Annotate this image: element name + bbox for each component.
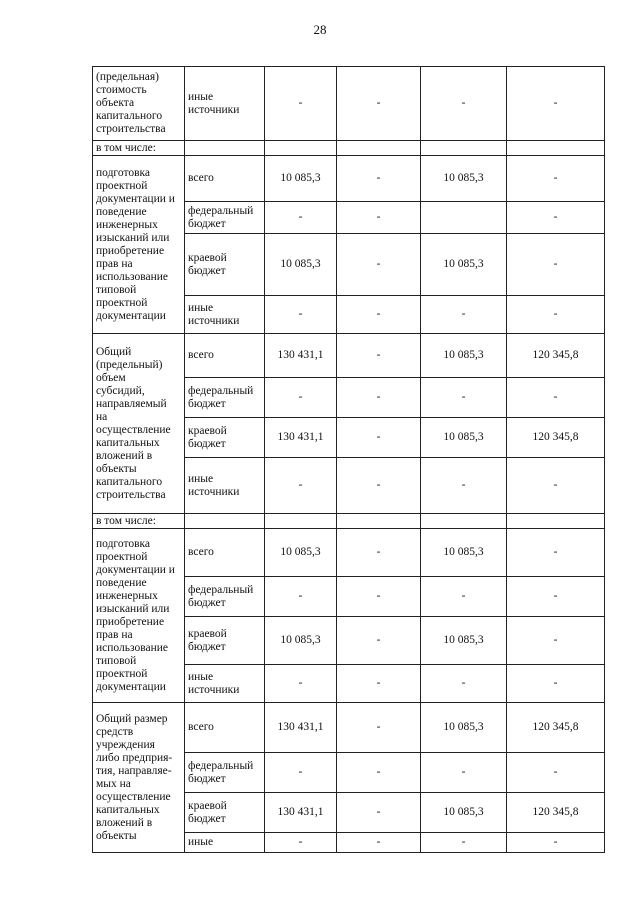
value-year-1: - xyxy=(337,378,421,418)
value-year-2: - xyxy=(421,458,507,514)
value-total: - xyxy=(265,833,337,853)
funding-source: всего xyxy=(185,156,265,202)
separator-cell xyxy=(337,141,421,156)
value-year-3: - xyxy=(507,296,605,334)
separator-cell xyxy=(265,141,337,156)
row-description: Общий размер средств учреждения либо предприя- тия, направляе- мых на осуществление капитальных вложений в объекты xyxy=(93,703,185,853)
row-description: Общий (предельный) объем субсидий, направляемый на осуществление капитальных вложений в объекты капитального строительства xyxy=(93,334,185,514)
separator-cell xyxy=(185,141,265,156)
value-year-3: - xyxy=(507,458,605,514)
value-year-1: - xyxy=(337,67,421,141)
value-year-3: - xyxy=(507,617,605,665)
value-total: 10 085,3 xyxy=(265,156,337,202)
value-total: - xyxy=(265,67,337,141)
value-year-1: - xyxy=(337,296,421,334)
value-year-1: - xyxy=(337,753,421,793)
section-separator-label: в том числе: xyxy=(93,141,185,156)
value-year-1: - xyxy=(337,703,421,753)
value-year-3: 120 345,8 xyxy=(507,703,605,753)
value-year-2: 10 085,3 xyxy=(421,334,507,378)
value-year-3: - xyxy=(507,156,605,202)
separator-cell xyxy=(507,141,605,156)
value-year-3: 120 345,8 xyxy=(507,418,605,458)
separator-cell xyxy=(421,141,507,156)
value-total: - xyxy=(265,458,337,514)
funding-source: федеральный бюджет xyxy=(185,577,265,617)
table-row xyxy=(93,703,605,753)
funding-source: краевой бюджет xyxy=(185,617,265,665)
budget-table xyxy=(92,66,605,853)
separator-cell xyxy=(265,514,337,529)
value-year-1: - xyxy=(337,202,421,234)
value-total: - xyxy=(265,577,337,617)
value-year-2: - xyxy=(421,577,507,617)
value-year-3: - xyxy=(507,833,605,853)
value-year-3: - xyxy=(507,665,605,703)
funding-source: всего xyxy=(185,529,265,577)
funding-source: краевой бюджет xyxy=(185,234,265,296)
value-year-1: - xyxy=(337,833,421,853)
value-year-1: - xyxy=(337,334,421,378)
funding-source: иные источники xyxy=(185,665,265,703)
value-year-1: - xyxy=(337,577,421,617)
value-year-2: - xyxy=(421,296,507,334)
value-year-3: - xyxy=(507,378,605,418)
row-description: подготовка проектной документации и поведение инженерных изысканий или приобретение прав на использование типовой проектной документации xyxy=(93,156,185,334)
value-total: 10 085,3 xyxy=(265,529,337,577)
value-year-3: - xyxy=(507,529,605,577)
value-year-1: - xyxy=(337,793,421,833)
value-year-2: 10 085,3 xyxy=(421,529,507,577)
value-year-3: - xyxy=(507,202,605,234)
value-year-3: 120 345,8 xyxy=(507,793,605,833)
table-row xyxy=(93,156,605,202)
table-row xyxy=(93,529,605,577)
separator-cell xyxy=(337,514,421,529)
funding-source: федеральный бюджет xyxy=(185,202,265,234)
funding-source: краевой бюджет xyxy=(185,793,265,833)
value-year-1: - xyxy=(337,418,421,458)
page-number: 28 xyxy=(313,22,327,37)
row-description: подготовка проектной документации и поведение инженерных изысканий или приобретение прав на использование типовой проектной документации xyxy=(93,529,185,703)
value-year-3: - xyxy=(507,577,605,617)
funding-source: краевой бюджет xyxy=(185,418,265,458)
value-year-2: - xyxy=(421,665,507,703)
value-year-1: - xyxy=(337,529,421,577)
value-year-1: - xyxy=(337,156,421,202)
value-total: - xyxy=(265,202,337,234)
value-year-3: 120 345,8 xyxy=(507,334,605,378)
funding-source: иные источники xyxy=(185,67,265,141)
funding-source: федеральный бюджет xyxy=(185,378,265,418)
separator-cell xyxy=(507,514,605,529)
funding-source: иные xyxy=(185,833,265,853)
value-year-2: - xyxy=(421,833,507,853)
table-row-separator xyxy=(93,514,605,529)
value-year-2: 10 085,3 xyxy=(421,793,507,833)
value-year-2: 10 085,3 xyxy=(421,156,507,202)
row-description: (предельная) стоимость объекта капитального строительства xyxy=(93,67,185,141)
value-year-2: 10 085,3 xyxy=(421,418,507,458)
separator-cell xyxy=(185,514,265,529)
value-year-2: 10 085,3 xyxy=(421,703,507,753)
value-total: - xyxy=(265,753,337,793)
funding-source: иные источники xyxy=(185,458,265,514)
separator-cell xyxy=(421,514,507,529)
value-total: - xyxy=(265,378,337,418)
value-year-3: - xyxy=(507,234,605,296)
table-row xyxy=(93,67,605,141)
value-year-2: 10 085,3 xyxy=(421,234,507,296)
value-total: 10 085,3 xyxy=(265,617,337,665)
value-total: 130 431,1 xyxy=(265,418,337,458)
value-total: - xyxy=(265,296,337,334)
value-year-1: - xyxy=(337,617,421,665)
value-total: 130 431,1 xyxy=(265,793,337,833)
table-row xyxy=(93,334,605,378)
value-year-1: - xyxy=(337,458,421,514)
value-year-2: 10 085,3 xyxy=(421,617,507,665)
funding-source: иные источники xyxy=(185,296,265,334)
value-year-3: - xyxy=(507,753,605,793)
funding-source: всего xyxy=(185,703,265,753)
value-total: 130 431,1 xyxy=(265,334,337,378)
value-total: 130 431,1 xyxy=(265,703,337,753)
value-year-1: - xyxy=(337,234,421,296)
value-total: - xyxy=(265,665,337,703)
value-year-2: - xyxy=(421,67,507,141)
section-separator-label: в том числе: xyxy=(93,514,185,529)
table-row-separator xyxy=(93,141,605,156)
value-year-2 xyxy=(421,202,507,234)
funding-source: всего xyxy=(185,334,265,378)
value-year-1: - xyxy=(337,665,421,703)
value-total: 10 085,3 xyxy=(265,234,337,296)
funding-source: федеральный бюджет xyxy=(185,753,265,793)
value-year-2: - xyxy=(421,378,507,418)
value-year-2: - xyxy=(421,753,507,793)
value-year-3: - xyxy=(507,67,605,141)
